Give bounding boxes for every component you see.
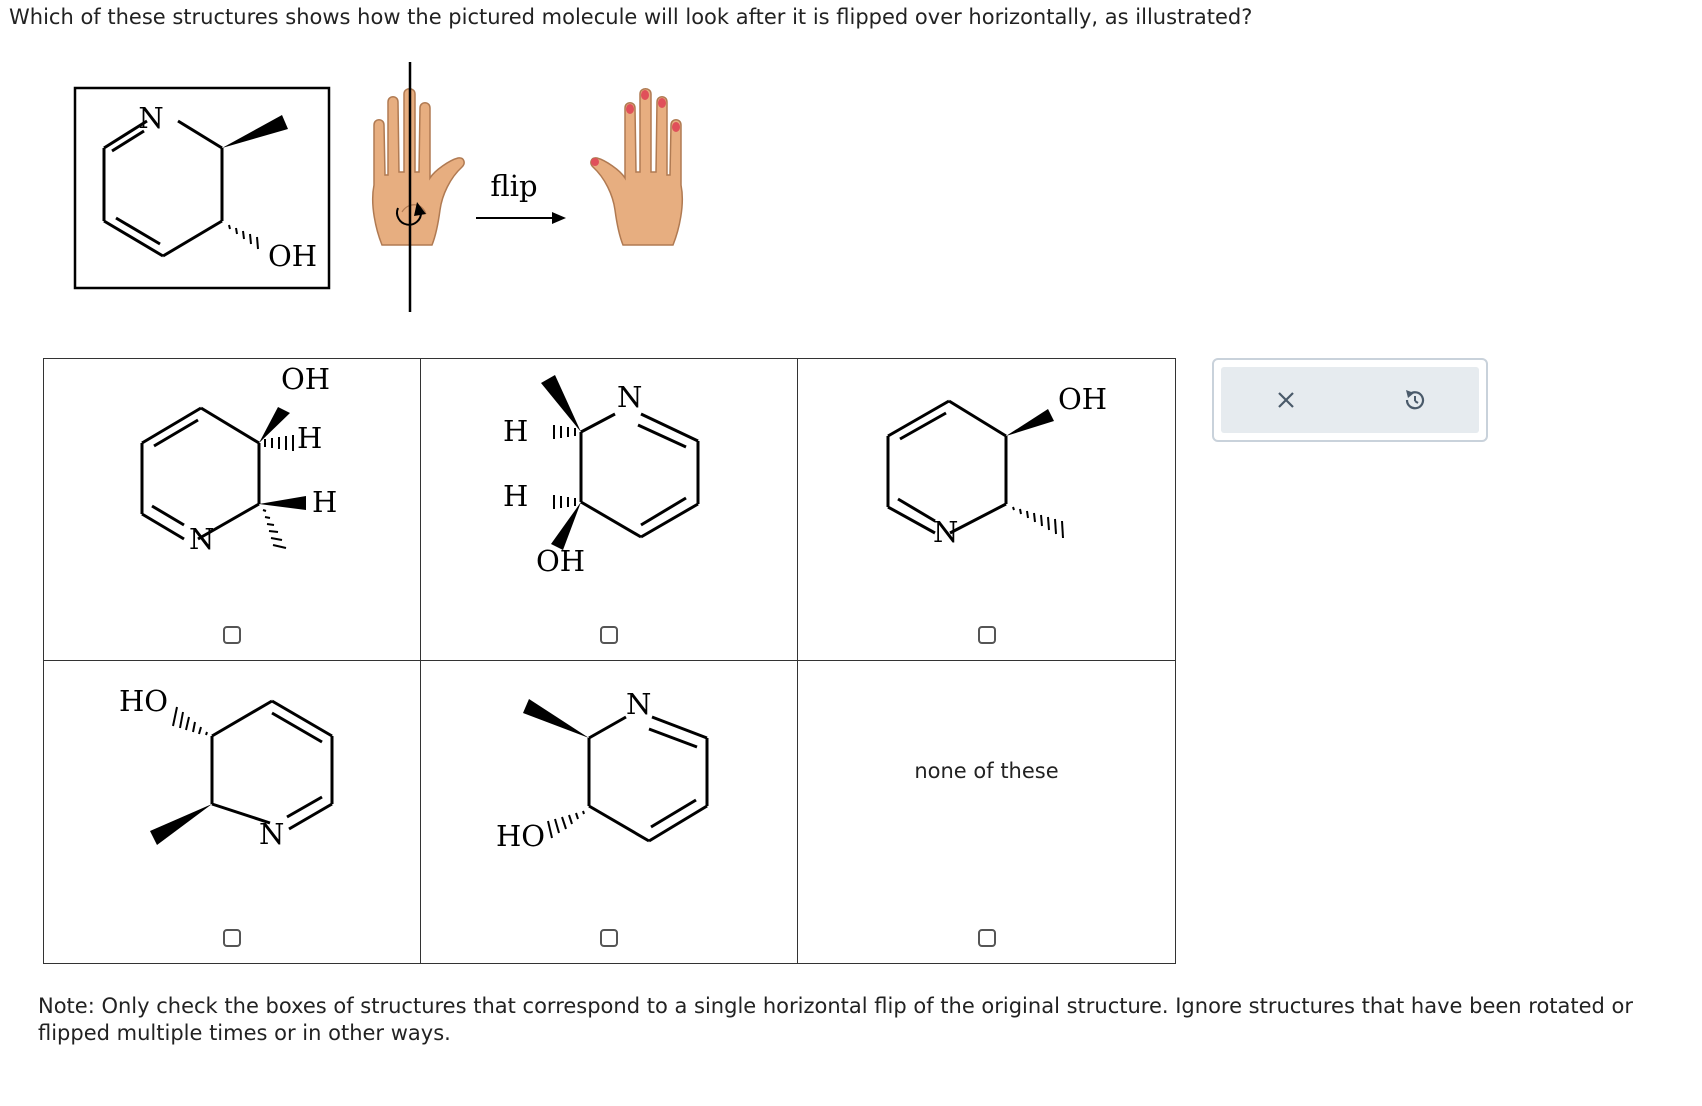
x-icon <box>1275 389 1297 411</box>
original-molecule <box>104 115 288 256</box>
atom-label: N <box>259 817 285 851</box>
option-3-molecule <box>798 359 1175 662</box>
atom-label: OH <box>536 544 586 578</box>
option-cell-1 <box>44 359 421 661</box>
atom-label: N <box>626 687 652 721</box>
atom-label: HO <box>119 684 169 718</box>
tool-panel <box>1212 358 1488 442</box>
clear-button[interactable] <box>1264 378 1308 422</box>
option-2-checkbox[interactable] <box>600 626 618 644</box>
question-text: Which of these structures shows how the pictured molecule will look after it is flipped over horizontally, as illustrated? <box>9 5 1253 29</box>
atom-label: N <box>617 380 643 414</box>
option-5-checkbox[interactable] <box>600 929 618 947</box>
option-5-molecule <box>421 661 798 964</box>
option-2-molecule <box>421 359 798 662</box>
atom-label: H <box>503 479 529 513</box>
option-cell-6 <box>798 661 1175 963</box>
option-3-checkbox[interactable] <box>978 626 996 644</box>
option-cell-5 <box>421 661 798 963</box>
right-hand-icon <box>591 89 682 245</box>
option-1-molecule <box>44 359 421 662</box>
atom-label: H <box>312 485 338 519</box>
option-cell-3 <box>798 359 1175 661</box>
prompt-figure <box>0 50 760 320</box>
atom-label: HO <box>496 819 546 853</box>
atom-label: N <box>189 522 215 556</box>
note-text: Note: Only check the boxes of structures that correspond to a single horizontal flip of the original structure. Ignore structures that have been rotated or flipped multiple times or in other ways. <box>38 994 1634 1045</box>
option-4-molecule <box>44 661 421 964</box>
original-atom-n: N <box>138 101 164 135</box>
atom-label: OH <box>281 362 331 396</box>
atom-label: H <box>503 414 529 448</box>
option-6-checkbox[interactable] <box>978 929 996 947</box>
none-of-these-label: none of these <box>914 759 1059 783</box>
option-cell-4 <box>44 661 421 963</box>
flip-label: flip <box>490 169 538 203</box>
option-1-checkbox[interactable] <box>223 626 241 644</box>
original-atom-oh: OH <box>268 239 318 273</box>
flip-arrow-icon <box>476 212 566 224</box>
option-4-checkbox[interactable] <box>223 929 241 947</box>
option-cell-2 <box>421 359 798 661</box>
atom-label: OH <box>1058 382 1108 416</box>
undo-button[interactable] <box>1393 378 1437 422</box>
atom-label: H <box>297 421 323 455</box>
undo-icon <box>1402 387 1428 413</box>
answer-grid <box>43 358 1176 964</box>
atom-label: N <box>933 515 959 549</box>
